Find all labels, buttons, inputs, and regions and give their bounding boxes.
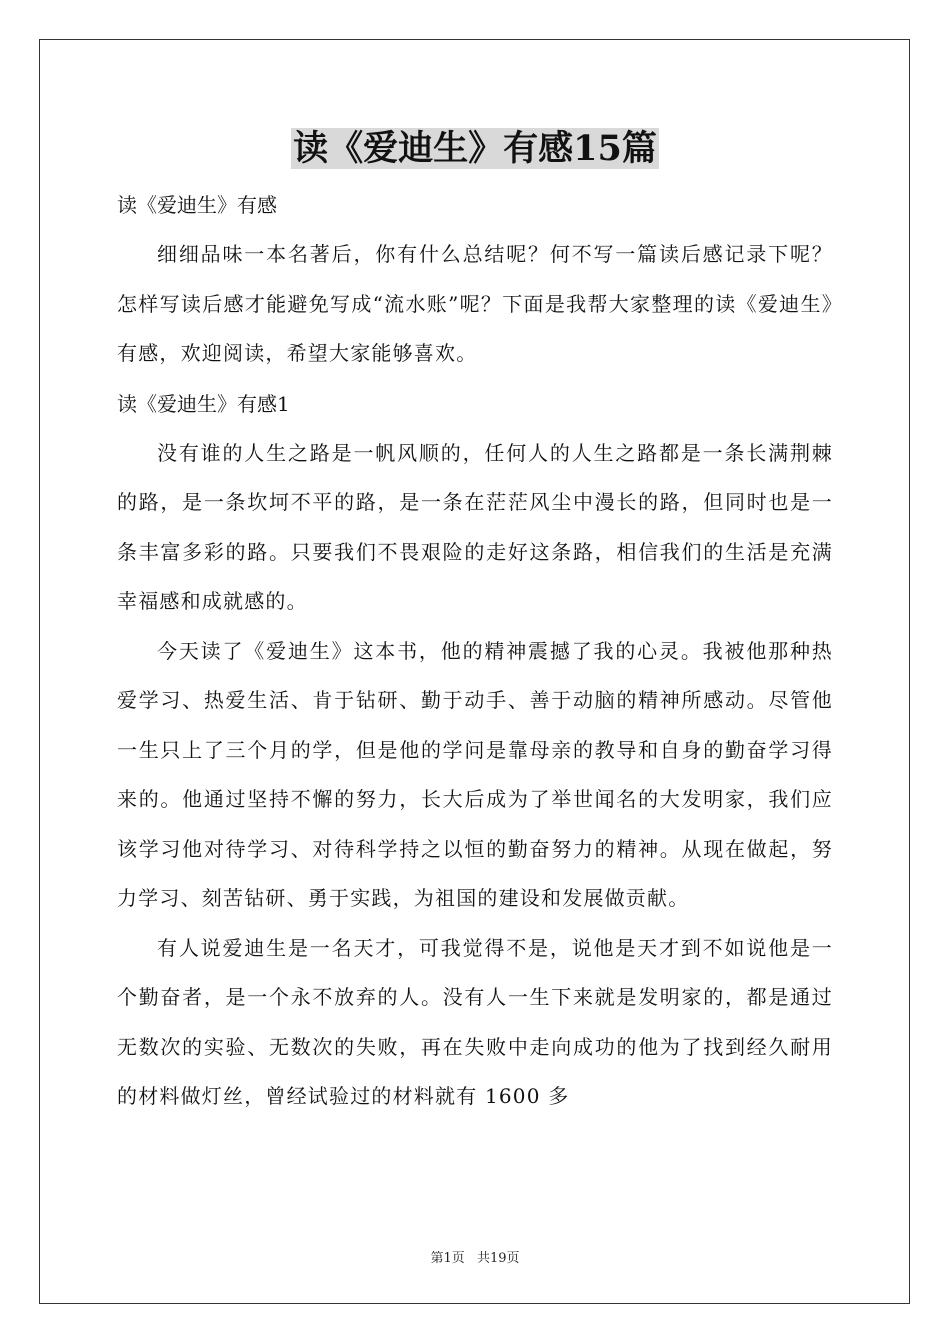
document-title [117,118,833,180]
paragraph: 有人说爱迪生是一名天才，可我觉得不是，说他是天才到不如说他是一个勤奋者，是一个永不放弃的人。没有人一生下来就是发明家的，都是通过无数次的实验、无数次的失败，再在失败中走向成功的他为了找到经久耐用的材料做灯丝，曾经试验过的材料就有 1600 多 [117,935,833,1108]
section-heading-intro: 读《爱迪生》有感 [117,193,277,217]
page-footer [0,1247,950,1266]
page-number: 第1页 [430,1251,465,1266]
page-total: 共19页 [476,1251,520,1266]
section-heading-1: 读《爱迪生》有感1 [117,391,290,416]
document-body [117,118,833,1122]
paragraph: 今天读了《爱迪生》这本书，他的精神震撼了我的心灵。我被他那种热爱学习、热爱生活、肯于钻研、勤于动手、善于动脑的精神所感动。尽管他一生只上了三个月的学，但是他的学问是靠母亲的教导和自身的勤奋学习得来的。他通过坚持不懈的努力，长大后成为了举世闻名的大发明家，我们应该学习他对待学习、对待科学持之以恒的勤奋努力的精神。从现在做起，努力学习、刻苦钻研、勇于实践，为祖国的建设和发展做贡献。 [117,638,833,910]
paragraph: 没有谁的人生之路是一帆风顺的，任何人的人生之路都是一条长满荆棘的路，是一条坎坷不平的路，是一条在茫茫风尘中漫长的路，但同时也是一条丰富多彩的路。只要我们不畏艰险的走好这条路，相信我们的生活是充满幸福感和成就感的。 [117,440,833,613]
intro-paragraph: 细细品味一本名著后，你有什么总结呢？何不写一篇读后感记录下呢？怎样写读后感才能避免写成“流水账”呢？下面是我帮大家整理的读《爱迪生》有感，欢迎阅读，希望大家能够喜欢。 [117,242,833,365]
title-text: 读《爱迪生》有感15篇 [293,128,657,169]
